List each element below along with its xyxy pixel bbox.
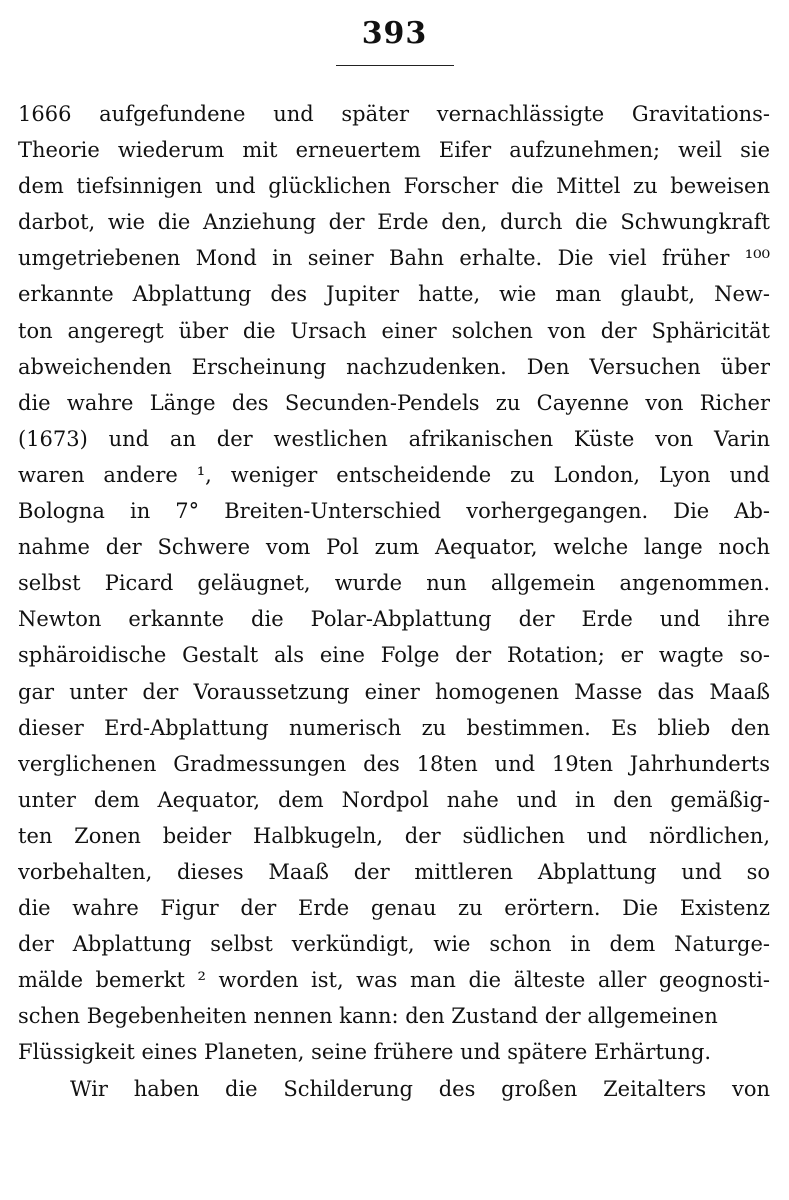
text-line: schen Begebenheiten nennen kann: den Zustand der allgemeinen — [18, 1004, 718, 1029]
text-line: abweichenden Erscheinung nachzudenken. Den Versuchen über — [18, 354, 770, 379]
text-line: verglichenen Gradmessungen des 18ten und 19ten Jahrhunderts — [18, 751, 770, 776]
text-line: unter dem Aequator, dem Nordpol nahe und in den gemäßig- — [18, 787, 770, 812]
text-line: (1673) und an der westlichen afrikanischen Küste von Varin — [18, 426, 770, 451]
text-line: nahme der Schwere vom Pol zum Aequator, welche lange noch — [18, 535, 770, 560]
text-line: mälde bemerkt ² worden ist, was man die älteste aller geognosti- — [18, 968, 770, 993]
text-line: umgetriebenen Mond in seiner Bahn erhalte. Die viel früher ¹⁰⁰ — [18, 246, 770, 271]
header-rule — [336, 65, 454, 66]
page-number: 393 — [361, 16, 428, 51]
text-line: vorbehalten, dieses Maaß der mittleren Abplattung und so — [18, 859, 770, 884]
text-line: waren andere ¹, weniger entscheidende zu London, Lyon und — [18, 462, 770, 487]
text-line: der Abplattung selbst verkündigt, wie schon in dem Naturge- — [18, 932, 770, 957]
text-line: sphäroidische Gestalt als eine Folge der Rotation; er wagte so- — [18, 643, 770, 668]
text-line: Bologna in 7° Breiten-Unterschied vorhergegangen. Die Ab- — [18, 499, 770, 524]
body-text — [18, 96, 770, 1107]
paragraph-end-line: Flüssigkeit eines Planeten, seine frühere und spätere Erhärtung. — [18, 1040, 712, 1065]
paragraph-start-line: Wir haben die Schilderung des großen Zeitalters von — [70, 1076, 770, 1101]
text-line: erkannte Abplattung des Jupiter hatte, wie man glaubt, New- — [18, 282, 770, 307]
text-line: die wahre Länge des Secunden-Pendels zu Cayenne von Richer — [18, 390, 770, 415]
text-line: gar unter der Voraussetzung einer homogenen Masse das Maaß — [18, 679, 770, 704]
text-line: dem tiefsinnigen und glücklichen Forscher die Mittel zu beweisen — [18, 174, 770, 199]
text-line: ton angeregt über die Ursach einer solchen von der Sphäricität — [18, 318, 770, 343]
text-line: dieser Erd-Abplattung numerisch zu bestimmen. Es blieb den — [18, 715, 770, 740]
text-line: selbst Picard geläugnet, wurde nun allgemein angenommen. — [18, 571, 770, 596]
text-line: Newton erkannte die Polar-Abplattung der Erde und ihre — [18, 607, 770, 632]
text-line: Theorie wiederum mit erneuertem Eifer aufzunehmen; weil sie — [18, 138, 770, 163]
text-line: ten Zonen beider Halbkugeln, der südlichen und nördlichen, — [18, 823, 770, 848]
text-line: 1666 aufgefundene und später vernachlässigte Gravitations- — [18, 102, 770, 126]
text-line: die wahre Figur der Erde genau zu erörtern. Die Existenz — [18, 896, 770, 921]
text-line: darbot, wie die Anziehung der Erde den, durch die Schwungkraft — [18, 210, 770, 235]
